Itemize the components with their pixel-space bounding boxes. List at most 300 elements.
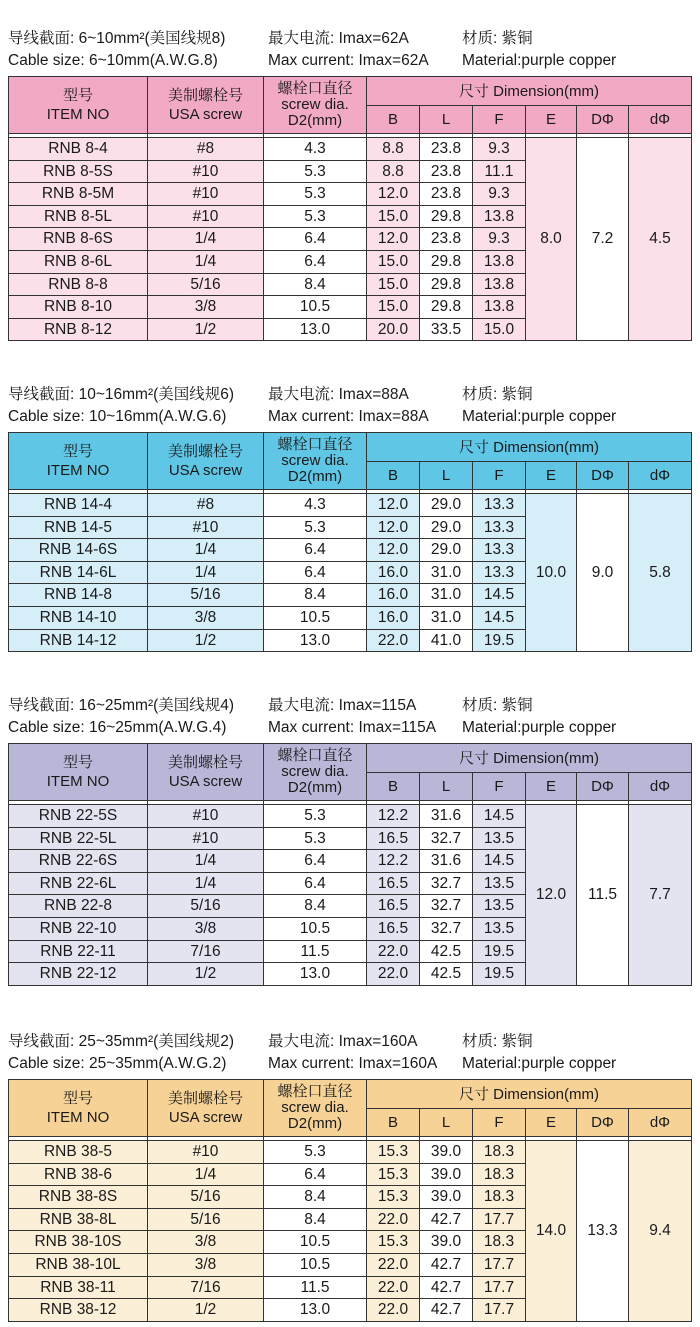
cell-item-no: RNB 22-6S bbox=[9, 850, 148, 873]
cell-l: 33.5 bbox=[420, 318, 473, 341]
cell-screw-dia: 6.4 bbox=[264, 872, 367, 895]
cell-f: 13.5 bbox=[473, 917, 526, 940]
header-col-d: dΦ bbox=[629, 462, 692, 490]
header-dimension: 尺寸 Dimension(mm) bbox=[367, 433, 692, 462]
header-line: screw dia. bbox=[281, 1099, 349, 1116]
cell-b: 12.0 bbox=[367, 183, 420, 206]
cell-screw-dia: 4.3 bbox=[264, 138, 367, 161]
cell-item-no: RNB 22-11 bbox=[9, 940, 148, 963]
cell-b: 22.0 bbox=[367, 940, 420, 963]
header-col-d: dΦ bbox=[629, 773, 692, 801]
cell-screw-dia: 13.0 bbox=[264, 318, 367, 341]
cell-b: 16.0 bbox=[367, 606, 420, 629]
cell-item-no: RNB 22-12 bbox=[9, 963, 148, 986]
cell-usa-screw: #10 bbox=[148, 183, 264, 206]
cell-usa-screw: 3/8 bbox=[148, 296, 264, 319]
cell-b: 15.0 bbox=[367, 273, 420, 296]
cell-b: 16.0 bbox=[367, 561, 420, 584]
cell-f: 17.7 bbox=[473, 1276, 526, 1299]
cell-d-inner: 4.5 bbox=[629, 138, 692, 341]
table-row bbox=[9, 805, 692, 828]
cell-f: 17.7 bbox=[473, 1253, 526, 1276]
cell-l: 23.8 bbox=[420, 160, 473, 183]
cell-l: 39.0 bbox=[420, 1186, 473, 1209]
cell-d-inner: 9.4 bbox=[629, 1141, 692, 1322]
header-line: 螺栓口直径 bbox=[277, 747, 353, 764]
header-line: USA screw bbox=[168, 106, 243, 123]
cell-b: 15.0 bbox=[367, 205, 420, 228]
header-col-d: DΦ bbox=[577, 773, 629, 801]
cell-item-no: RNB 8-5M bbox=[9, 183, 148, 206]
cell-b: 22.0 bbox=[367, 1299, 420, 1322]
header-line: 美制螺栓号 bbox=[167, 1090, 243, 1107]
cell-item-no: RNB 8-6S bbox=[9, 228, 148, 251]
header-col-f: F bbox=[473, 106, 526, 134]
cell-f: 13.5 bbox=[473, 895, 526, 918]
cell-l: 29.8 bbox=[420, 273, 473, 296]
cell-l: 42.7 bbox=[420, 1253, 473, 1276]
cell-item-no: RNB 8-8 bbox=[9, 273, 148, 296]
cell-f: 17.7 bbox=[473, 1299, 526, 1322]
material-en: Material:purple copper bbox=[462, 719, 617, 736]
cell-item-no: RNB 8-10 bbox=[9, 296, 148, 319]
cell-f: 13.3 bbox=[473, 539, 526, 562]
cell-f: 9.3 bbox=[473, 183, 526, 206]
cell-b: 8.8 bbox=[367, 160, 420, 183]
cell-screw-dia: 10.5 bbox=[264, 296, 367, 319]
header-dimension: 尺寸 Dimension(mm) bbox=[367, 77, 692, 106]
material-en: Material:purple copper bbox=[462, 1055, 617, 1072]
header-line: ITEM NO bbox=[46, 462, 110, 479]
cell-item-no: RNB 8-5S bbox=[9, 160, 148, 183]
cell-f: 13.8 bbox=[473, 250, 526, 273]
cell-f: 13.5 bbox=[473, 827, 526, 850]
spec-table-wrap bbox=[8, 432, 691, 652]
cell-item-no: RNB 14-12 bbox=[9, 629, 148, 652]
cell-f: 13.5 bbox=[473, 872, 526, 895]
cell-d-inner: 7.7 bbox=[629, 805, 692, 986]
cell-b: 12.0 bbox=[367, 539, 420, 562]
cell-screw-dia: 4.3 bbox=[264, 494, 367, 517]
cell-l: 31.0 bbox=[420, 561, 473, 584]
cell-d-inner: 5.8 bbox=[629, 494, 692, 652]
max-current-en: Max current: Imax=62A bbox=[268, 52, 429, 69]
cell-l: 29.8 bbox=[420, 250, 473, 273]
cell-l: 29.8 bbox=[420, 205, 473, 228]
cell-e: 10.0 bbox=[526, 494, 577, 652]
header-line: 美制螺栓号 bbox=[167, 754, 243, 771]
cell-item-no: RNB 22-10 bbox=[9, 917, 148, 940]
header-col-e: E bbox=[526, 462, 577, 490]
cell-item-no: RNB 38-10L bbox=[9, 1253, 148, 1276]
cell-l: 32.7 bbox=[420, 895, 473, 918]
cell-usa-screw: 1/4 bbox=[148, 561, 264, 584]
cell-screw-dia: 8.4 bbox=[264, 895, 367, 918]
cell-d-outer: 9.0 bbox=[577, 494, 629, 652]
header-line: D2(mm) bbox=[287, 1115, 343, 1132]
cell-usa-screw: 1/2 bbox=[148, 963, 264, 986]
cell-b: 22.0 bbox=[367, 1276, 420, 1299]
cell-screw-dia: 6.4 bbox=[264, 561, 367, 584]
cell-f: 18.3 bbox=[473, 1141, 526, 1164]
cell-f: 19.5 bbox=[473, 629, 526, 652]
header-col-b: B bbox=[367, 462, 420, 490]
material-cn: 材质: 紫铜 bbox=[462, 697, 533, 714]
cell-usa-screw: #10 bbox=[148, 516, 264, 539]
cell-usa-screw: #8 bbox=[148, 138, 264, 161]
max-current-cn: 最大电流: Imax=88A bbox=[268, 386, 409, 403]
cell-b: 15.0 bbox=[367, 250, 420, 273]
cell-item-no: RNB 8-5L bbox=[9, 205, 148, 228]
cell-item-no: RNB 22-5S bbox=[9, 805, 148, 828]
header-line: 型号 bbox=[62, 754, 93, 771]
table-row bbox=[9, 138, 692, 161]
header-usa-screw bbox=[148, 1080, 264, 1137]
header-col-e: E bbox=[526, 773, 577, 801]
cell-screw-dia: 8.4 bbox=[264, 1186, 367, 1209]
cell-l: 23.8 bbox=[420, 183, 473, 206]
header-item-no bbox=[9, 77, 148, 134]
header-col-l: L bbox=[420, 462, 473, 490]
cell-screw-dia: 6.4 bbox=[264, 228, 367, 251]
cell-usa-screw: 1/2 bbox=[148, 1299, 264, 1322]
cell-l: 29.0 bbox=[420, 539, 473, 562]
cell-f: 19.5 bbox=[473, 940, 526, 963]
material-cn: 材质: 紫铜 bbox=[462, 1033, 533, 1050]
cell-e: 14.0 bbox=[526, 1141, 577, 1322]
cell-l: 39.0 bbox=[420, 1231, 473, 1254]
max-current-cn: 最大电流: Imax=62A bbox=[268, 30, 409, 47]
cell-d-outer: 7.2 bbox=[577, 138, 629, 341]
header-dimension: 尺寸 Dimension(mm) bbox=[367, 744, 692, 773]
cell-usa-screw: 5/16 bbox=[148, 273, 264, 296]
cell-screw-dia: 5.3 bbox=[264, 827, 367, 850]
spec-table bbox=[8, 743, 692, 986]
cell-b: 16.0 bbox=[367, 584, 420, 607]
header-col-d: dΦ bbox=[629, 106, 692, 134]
cell-f: 18.3 bbox=[473, 1163, 526, 1186]
header-screw-dia bbox=[264, 433, 367, 490]
header-col-l: L bbox=[420, 1109, 473, 1137]
cell-item-no: RNB 38-11 bbox=[9, 1276, 148, 1299]
header-col-d: DΦ bbox=[577, 1109, 629, 1137]
cell-f: 13.3 bbox=[473, 494, 526, 517]
cell-b: 16.5 bbox=[367, 872, 420, 895]
cell-b: 15.3 bbox=[367, 1231, 420, 1254]
header-usa-screw bbox=[148, 433, 264, 490]
material-cn: 材质: 紫铜 bbox=[462, 386, 533, 403]
spec-table bbox=[8, 1079, 692, 1322]
cell-l: 32.7 bbox=[420, 827, 473, 850]
max-current-cn: 最大电流: Imax=115A bbox=[268, 697, 417, 714]
spec-table-wrap bbox=[8, 76, 691, 341]
cable-size-cn: 导线截面: 16~25mm²(美国线规4) bbox=[8, 697, 235, 714]
header-col-f: F bbox=[473, 462, 526, 490]
cell-usa-screw: 5/16 bbox=[148, 1208, 264, 1231]
cell-b: 22.0 bbox=[367, 629, 420, 652]
cell-item-no: RNB 14-10 bbox=[9, 606, 148, 629]
spec-table bbox=[8, 76, 692, 341]
cell-b: 15.3 bbox=[367, 1163, 420, 1186]
material-en: Material:purple copper bbox=[462, 52, 617, 69]
cell-f: 18.3 bbox=[473, 1231, 526, 1254]
header-col-b: B bbox=[367, 773, 420, 801]
cell-b: 12.0 bbox=[367, 516, 420, 539]
cell-item-no: RNB 38-8S bbox=[9, 1186, 148, 1209]
cell-usa-screw: 3/8 bbox=[148, 917, 264, 940]
header-line: ITEM NO bbox=[46, 106, 110, 123]
cell-f: 14.5 bbox=[473, 606, 526, 629]
cable-size-cn: 导线截面: 6~10mm²(美国线规8) bbox=[8, 30, 226, 47]
cell-screw-dia: 8.4 bbox=[264, 584, 367, 607]
cell-l: 41.0 bbox=[420, 629, 473, 652]
cable-size-cn: 导线截面: 10~16mm²(美国线规6) bbox=[8, 386, 235, 403]
header-line: screw dia. bbox=[281, 452, 349, 469]
cell-f: 9.3 bbox=[473, 138, 526, 161]
cell-l: 31.6 bbox=[420, 850, 473, 873]
cell-usa-screw: 5/16 bbox=[148, 895, 264, 918]
cell-f: 15.0 bbox=[473, 318, 526, 341]
cell-screw-dia: 8.4 bbox=[264, 273, 367, 296]
header-screw-dia bbox=[264, 77, 367, 134]
cell-usa-screw: #10 bbox=[148, 827, 264, 850]
cell-f: 17.7 bbox=[473, 1208, 526, 1231]
cell-e: 8.0 bbox=[526, 138, 577, 341]
table-row bbox=[9, 1141, 692, 1164]
header-col-b: B bbox=[367, 106, 420, 134]
cell-screw-dia: 10.5 bbox=[264, 1231, 367, 1254]
header-dimension: 尺寸 Dimension(mm) bbox=[367, 1080, 692, 1109]
cell-screw-dia: 6.4 bbox=[264, 539, 367, 562]
cell-b: 12.0 bbox=[367, 228, 420, 251]
header-line: D2(mm) bbox=[287, 112, 343, 129]
cell-item-no: RNB 38-6 bbox=[9, 1163, 148, 1186]
header-line: D2(mm) bbox=[287, 779, 343, 796]
cell-screw-dia: 6.4 bbox=[264, 850, 367, 873]
cell-b: 20.0 bbox=[367, 318, 420, 341]
cell-f: 13.8 bbox=[473, 205, 526, 228]
cell-l: 39.0 bbox=[420, 1163, 473, 1186]
header-line: D2(mm) bbox=[287, 468, 343, 485]
cell-l: 29.0 bbox=[420, 516, 473, 539]
cell-f: 13.3 bbox=[473, 516, 526, 539]
cell-usa-screw: 1/4 bbox=[148, 228, 264, 251]
header-col-d: DΦ bbox=[577, 462, 629, 490]
cable-size-cn: 导线截面: 25~35mm²(美国线规2) bbox=[8, 1033, 235, 1050]
max-current-en: Max current: Imax=160A bbox=[268, 1055, 438, 1072]
header-screw-dia bbox=[264, 744, 367, 801]
cell-l: 32.7 bbox=[420, 872, 473, 895]
cell-usa-screw: 1/4 bbox=[148, 539, 264, 562]
header-col-f: F bbox=[473, 773, 526, 801]
cell-usa-screw: 1/2 bbox=[148, 629, 264, 652]
header-col-f: F bbox=[473, 1109, 526, 1137]
cell-f: 14.5 bbox=[473, 850, 526, 873]
header-line: 螺栓口直径 bbox=[277, 436, 353, 453]
cell-item-no: RNB 38-10S bbox=[9, 1231, 148, 1254]
cell-l: 42.5 bbox=[420, 940, 473, 963]
cell-item-no: RNB 8-12 bbox=[9, 318, 148, 341]
max-current-en: Max current: Imax=115A bbox=[268, 719, 437, 736]
header-col-e: E bbox=[526, 1109, 577, 1137]
header-line: USA screw bbox=[168, 773, 243, 790]
material-cn: 材质: 紫铜 bbox=[462, 30, 533, 47]
cell-screw-dia: 5.3 bbox=[264, 1141, 367, 1164]
header-screw-dia bbox=[264, 1080, 367, 1137]
cell-screw-dia: 13.0 bbox=[264, 963, 367, 986]
cell-usa-screw: 1/4 bbox=[148, 850, 264, 873]
spec-table bbox=[8, 432, 692, 652]
cell-usa-screw: 5/16 bbox=[148, 1186, 264, 1209]
cell-usa-screw: 3/8 bbox=[148, 1253, 264, 1276]
cell-l: 42.7 bbox=[420, 1276, 473, 1299]
cell-l: 31.0 bbox=[420, 606, 473, 629]
cell-b: 16.5 bbox=[367, 917, 420, 940]
cell-usa-screw: 5/16 bbox=[148, 584, 264, 607]
header-line: 型号 bbox=[62, 87, 93, 104]
table-row bbox=[9, 494, 692, 517]
max-current-en: Max current: Imax=88A bbox=[268, 408, 429, 425]
header-line: 美制螺栓号 bbox=[167, 443, 243, 460]
cell-l: 32.7 bbox=[420, 917, 473, 940]
header-item-no bbox=[9, 433, 148, 490]
header-col-d: dΦ bbox=[629, 1109, 692, 1137]
cell-item-no: RNB 8-6L bbox=[9, 250, 148, 273]
header-line: screw dia. bbox=[281, 96, 349, 113]
cell-l: 42.5 bbox=[420, 963, 473, 986]
cable-size-en: Cable size: 16~25mm(A.W.G.4) bbox=[8, 719, 227, 736]
cell-usa-screw: 3/8 bbox=[148, 1231, 264, 1254]
cell-screw-dia: 10.5 bbox=[264, 917, 367, 940]
cell-item-no: RNB 22-6L bbox=[9, 872, 148, 895]
cell-b: 16.5 bbox=[367, 827, 420, 850]
cell-screw-dia: 11.5 bbox=[264, 1276, 367, 1299]
cell-screw-dia: 10.5 bbox=[264, 606, 367, 629]
cell-usa-screw: #10 bbox=[148, 205, 264, 228]
cell-f: 11.1 bbox=[473, 160, 526, 183]
cell-b: 22.0 bbox=[367, 1208, 420, 1231]
header-line: screw dia. bbox=[281, 763, 349, 780]
cell-b: 12.0 bbox=[367, 494, 420, 517]
header-line: 美制螺栓号 bbox=[167, 87, 243, 104]
cell-item-no: RNB 38-12 bbox=[9, 1299, 148, 1322]
cell-b: 22.0 bbox=[367, 963, 420, 986]
cell-b: 15.0 bbox=[367, 296, 420, 319]
cell-b: 16.5 bbox=[367, 895, 420, 918]
cell-f: 14.5 bbox=[473, 805, 526, 828]
cell-item-no: RNB 14-8 bbox=[9, 584, 148, 607]
header-usa-screw bbox=[148, 744, 264, 801]
cell-usa-screw: 1/4 bbox=[148, 250, 264, 273]
cell-screw-dia: 6.4 bbox=[264, 250, 367, 273]
header-usa-screw bbox=[148, 77, 264, 134]
cable-size-en: Cable size: 10~16mm(A.W.G.6) bbox=[8, 408, 227, 425]
cell-usa-screw: 1/4 bbox=[148, 1163, 264, 1186]
cell-usa-screw: 7/16 bbox=[148, 940, 264, 963]
cell-usa-screw: 7/16 bbox=[148, 1276, 264, 1299]
cell-item-no: RNB 14-4 bbox=[9, 494, 148, 517]
cell-screw-dia: 13.0 bbox=[264, 629, 367, 652]
cell-usa-screw: #10 bbox=[148, 805, 264, 828]
cell-screw-dia: 5.3 bbox=[264, 516, 367, 539]
cell-l: 31.6 bbox=[420, 805, 473, 828]
cell-f: 13.3 bbox=[473, 561, 526, 584]
cell-usa-screw: #8 bbox=[148, 494, 264, 517]
cell-l: 42.7 bbox=[420, 1208, 473, 1231]
cell-f: 9.3 bbox=[473, 228, 526, 251]
cell-usa-screw: 3/8 bbox=[148, 606, 264, 629]
cell-item-no: RNB 38-8L bbox=[9, 1208, 148, 1231]
header-col-e: E bbox=[526, 106, 577, 134]
cell-b: 22.0 bbox=[367, 1253, 420, 1276]
header-col-l: L bbox=[420, 773, 473, 801]
cell-l: 23.8 bbox=[420, 138, 473, 161]
cell-usa-screw: #10 bbox=[148, 160, 264, 183]
header-col-d: DΦ bbox=[577, 106, 629, 134]
cell-l: 29.8 bbox=[420, 296, 473, 319]
header-item-no bbox=[9, 1080, 148, 1137]
header-line: 型号 bbox=[62, 1090, 93, 1107]
cell-item-no: RNB 22-5L bbox=[9, 827, 148, 850]
cell-l: 39.0 bbox=[420, 1141, 473, 1164]
header-col-b: B bbox=[367, 1109, 420, 1137]
spec-table-wrap bbox=[8, 1079, 691, 1322]
cell-b: 15.3 bbox=[367, 1186, 420, 1209]
cell-item-no: RNB 22-8 bbox=[9, 895, 148, 918]
cell-b: 12.2 bbox=[367, 850, 420, 873]
cell-b: 15.3 bbox=[367, 1141, 420, 1164]
cell-f: 14.5 bbox=[473, 584, 526, 607]
cell-screw-dia: 5.3 bbox=[264, 805, 367, 828]
cell-screw-dia: 10.5 bbox=[264, 1253, 367, 1276]
cell-item-no: RNB 38-5 bbox=[9, 1141, 148, 1164]
cell-screw-dia: 5.3 bbox=[264, 205, 367, 228]
header-line: ITEM NO bbox=[46, 773, 110, 790]
header-line: 螺栓口直径 bbox=[277, 1083, 353, 1100]
cell-screw-dia: 5.3 bbox=[264, 183, 367, 206]
cell-f: 18.3 bbox=[473, 1186, 526, 1209]
material-en: Material:purple copper bbox=[462, 408, 617, 425]
cell-usa-screw: #10 bbox=[148, 1141, 264, 1164]
cable-size-en: Cable size: 6~10mm(A.W.G.8) bbox=[8, 52, 218, 69]
cell-screw-dia: 8.4 bbox=[264, 1208, 367, 1231]
cell-f: 13.8 bbox=[473, 296, 526, 319]
cell-d-outer: 13.3 bbox=[577, 1141, 629, 1322]
cell-item-no: RNB 14-6L bbox=[9, 561, 148, 584]
cell-usa-screw: 1/2 bbox=[148, 318, 264, 341]
header-col-l: L bbox=[420, 106, 473, 134]
header-line: 螺栓口直径 bbox=[277, 80, 353, 97]
cell-l: 23.8 bbox=[420, 228, 473, 251]
header-item-no bbox=[9, 744, 148, 801]
cell-e: 12.0 bbox=[526, 805, 577, 986]
cell-item-no: RNB 8-4 bbox=[9, 138, 148, 161]
cell-d-outer: 11.5 bbox=[577, 805, 629, 986]
header-line: USA screw bbox=[168, 1109, 243, 1126]
cell-screw-dia: 6.4 bbox=[264, 1163, 367, 1186]
cell-f: 13.8 bbox=[473, 273, 526, 296]
header-line: USA screw bbox=[168, 462, 243, 479]
header-line: ITEM NO bbox=[46, 1109, 110, 1126]
cell-l: 31.0 bbox=[420, 584, 473, 607]
max-current-cn: 最大电流: Imax=160A bbox=[268, 1033, 418, 1050]
cell-screw-dia: 13.0 bbox=[264, 1299, 367, 1322]
cell-item-no: RNB 14-5 bbox=[9, 516, 148, 539]
cell-screw-dia: 11.5 bbox=[264, 940, 367, 963]
cell-f: 19.5 bbox=[473, 963, 526, 986]
cell-l: 29.0 bbox=[420, 494, 473, 517]
cell-item-no: RNB 14-6S bbox=[9, 539, 148, 562]
